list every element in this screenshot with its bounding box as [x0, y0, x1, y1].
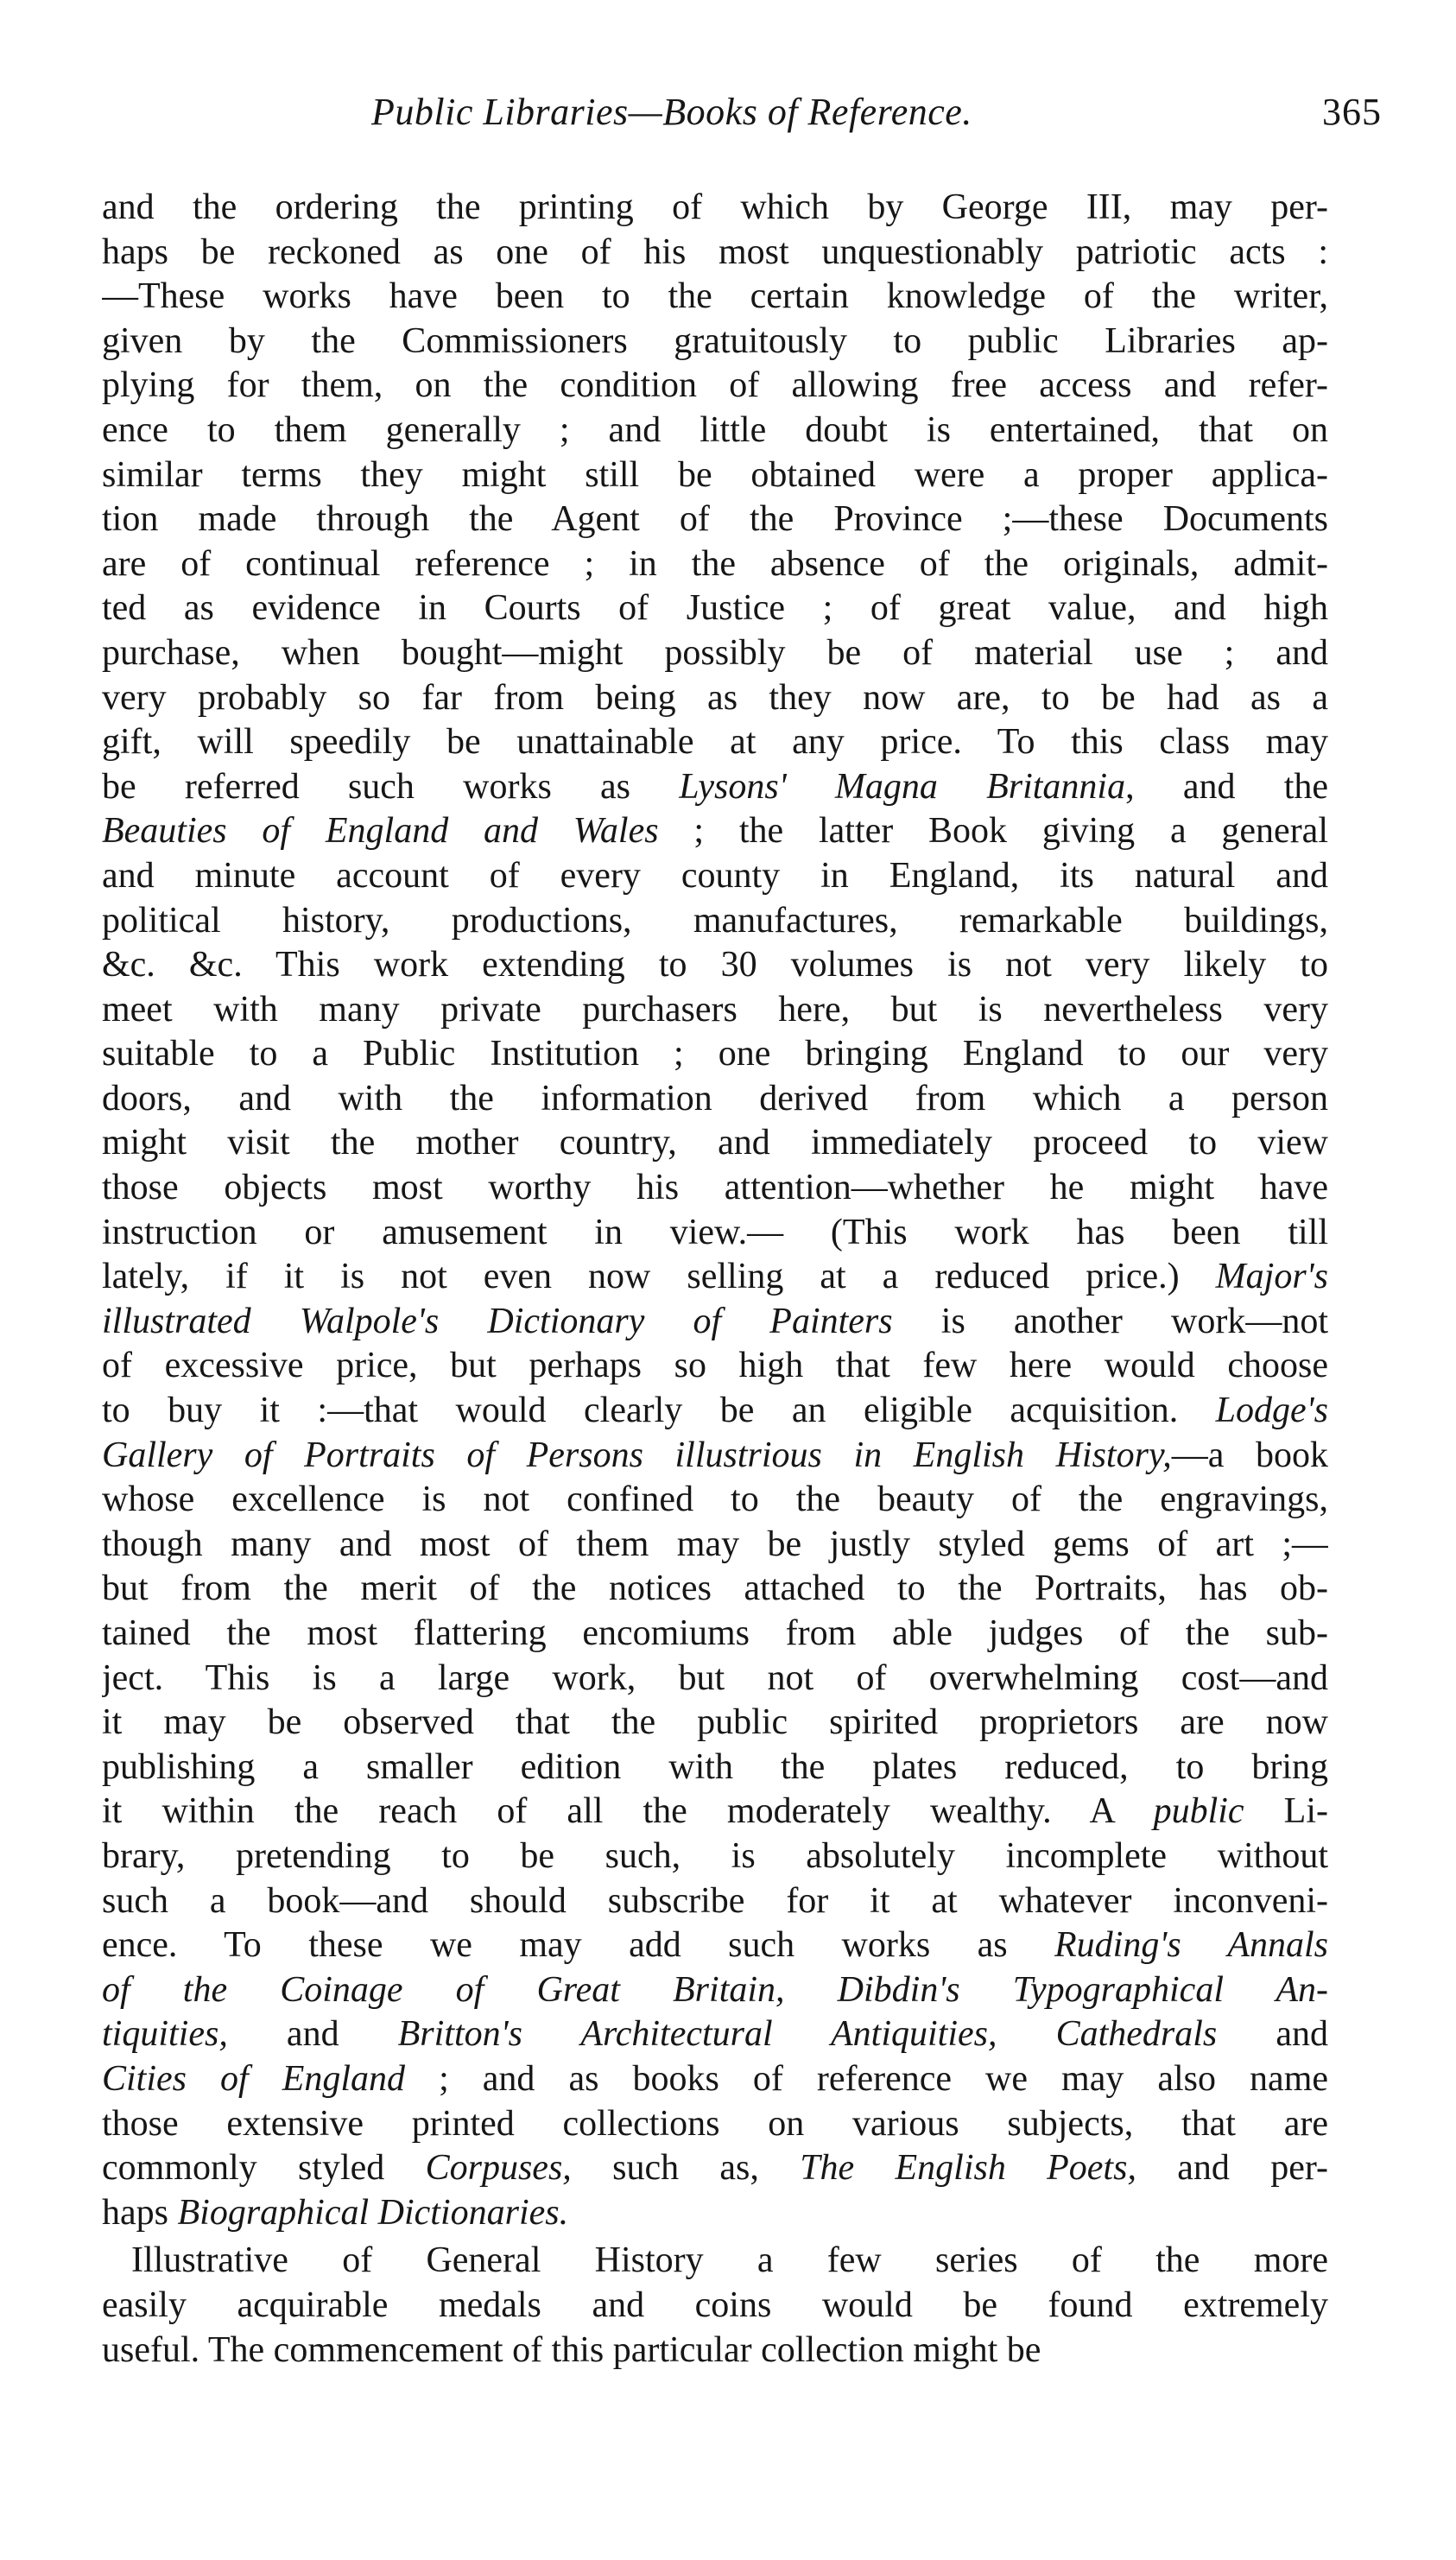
text-line: are of continual reference ; in the absence of the originals, admit- — [102, 543, 1328, 584]
running-title: Public Libraries—Books of Reference. — [371, 91, 972, 133]
text-line: those objects most worthy his attention—whether he might have — [102, 1168, 1328, 1208]
text-line: be referred such works as Lysons' Magna Britannia, and the — [102, 766, 1328, 807]
text-line: Illustrative of General History a few series of the more — [131, 2240, 1328, 2281]
text-line: publishing a smaller edition with the plates reduced, to bring — [102, 1746, 1328, 1787]
text-line: tiquities, and Britton's Architectural Antiquities, Cathedrals and — [102, 2014, 1328, 2055]
text-line: it may be observed that the public spirited proprietors are now — [102, 1702, 1328, 1743]
text-line: similar terms they might still be obtained were a proper applica- — [102, 454, 1328, 495]
text-line: suitable to a Public Institution ; one bringing England to our very — [102, 1034, 1328, 1074]
text-line: ence. To these we may add such works as Ruding's Annals — [102, 1925, 1328, 1966]
text-line: political history, productions, manufactures, remarkable buildings, — [102, 900, 1328, 941]
text-line: tion made through the Agent of the Province ;—these Documents — [102, 499, 1328, 540]
text-line: tained the most flattering encomiums from able judges of the sub- — [102, 1613, 1328, 1653]
text-line: doors, and with the information derived from which a person — [102, 1078, 1328, 1118]
text-line: of excessive price, but perhaps so high that few here would choose — [102, 1346, 1328, 1386]
text-line: plying for them, on the condition of allowing free access and refer- — [102, 365, 1328, 406]
text-line: very probably so far from being as they now are, to be had as a — [102, 677, 1328, 718]
text-line: but from the merit of the notices attached to the Portraits, has ob- — [102, 1568, 1328, 1609]
text-line: of the Coinage of Great Britain, Dibdin's Typographical An- — [102, 1969, 1328, 2010]
text-line: Beauties of England and Wales ; the latter Book giving a general — [102, 811, 1328, 852]
text-line: though many and most of them may be justly styled gems of art ;— — [102, 1524, 1328, 1564]
text-line: might visit the mother country, and immediately proceed to view — [102, 1123, 1328, 1163]
text-line: easily acquirable medals and coins would be found extremely — [102, 2284, 1328, 2325]
text-line: useful. The commencement of this particular collection might be — [102, 2329, 1041, 2370]
text-line: given by the Commissioners gratuitously to public Libraries ap- — [102, 320, 1328, 361]
text-line: purchase, when bought—might possibly be of material use ; and — [102, 632, 1328, 673]
text-line: gift, will speedily be unattainable at any price. To this class may — [102, 722, 1328, 763]
text-line: brary, pretending to be such, is absolutely incomplete without — [102, 1835, 1328, 1876]
paragraph — [102, 186, 1328, 2235]
text-line: instruction or amusement in view.— (This work has been till — [102, 1212, 1328, 1252]
text-line: ted as evidence in Courts of Justice ; of great value, and high — [102, 588, 1328, 629]
text-line: haps be reckoned as one of his most unquestionably patriotic acts : — [102, 231, 1328, 272]
text-line: lately, if it is not even now selling at a reduced price.) Major's — [102, 1257, 1328, 1297]
text-line: and the ordering the printing of which by George III, may per- — [102, 187, 1328, 227]
text-line: such a book—and should subscribe for it at whatever inconveni- — [102, 1880, 1328, 1921]
text-line: whose excellence is not confined to the beauty of the engravings, — [102, 1480, 1328, 1520]
body-text — [102, 186, 1328, 2373]
text-line: meet with many private purchasers here, but is nevertheless very — [102, 989, 1328, 1030]
text-line: Gallery of Portraits of Persons illustrious in English History,—a book — [102, 1435, 1328, 1475]
paragraph — [102, 2239, 1328, 2373]
text-line: and minute account of every county in England, its natural and — [102, 855, 1328, 896]
text-line: ence to them generally ; and little doubt is entertained, that on — [102, 409, 1328, 450]
running-head — [371, 90, 1382, 142]
text-line: commonly styled Corpuses, such as, The English Poets, and per- — [102, 2148, 1328, 2189]
text-line: Cities of England ; and as books of reference we may also name — [102, 2058, 1328, 2099]
text-line: illustrated Walpole's Dictionary of Painters is another work—not — [102, 1301, 1328, 1341]
text-line: haps Biographical Dictionaries. — [102, 2192, 569, 2233]
text-line: —These works have been to the certain knowledge of the writer, — [102, 276, 1328, 317]
text-line: it within the reach of all the moderately wealthy. A public Li- — [102, 1791, 1328, 1832]
text-line: ject. This is a large work, but not of overwhelming cost—and — [102, 1657, 1328, 1698]
text-line: to buy it :—that would clearly be an eligible acquisition. Lodge's — [102, 1391, 1328, 1431]
text-line: those extensive printed collections on various subjects, that are — [102, 2103, 1328, 2144]
text-line: &c. &c. This work extending to 30 volumes is not very likely to — [102, 945, 1328, 985]
page-number: 365 — [1322, 91, 1382, 133]
